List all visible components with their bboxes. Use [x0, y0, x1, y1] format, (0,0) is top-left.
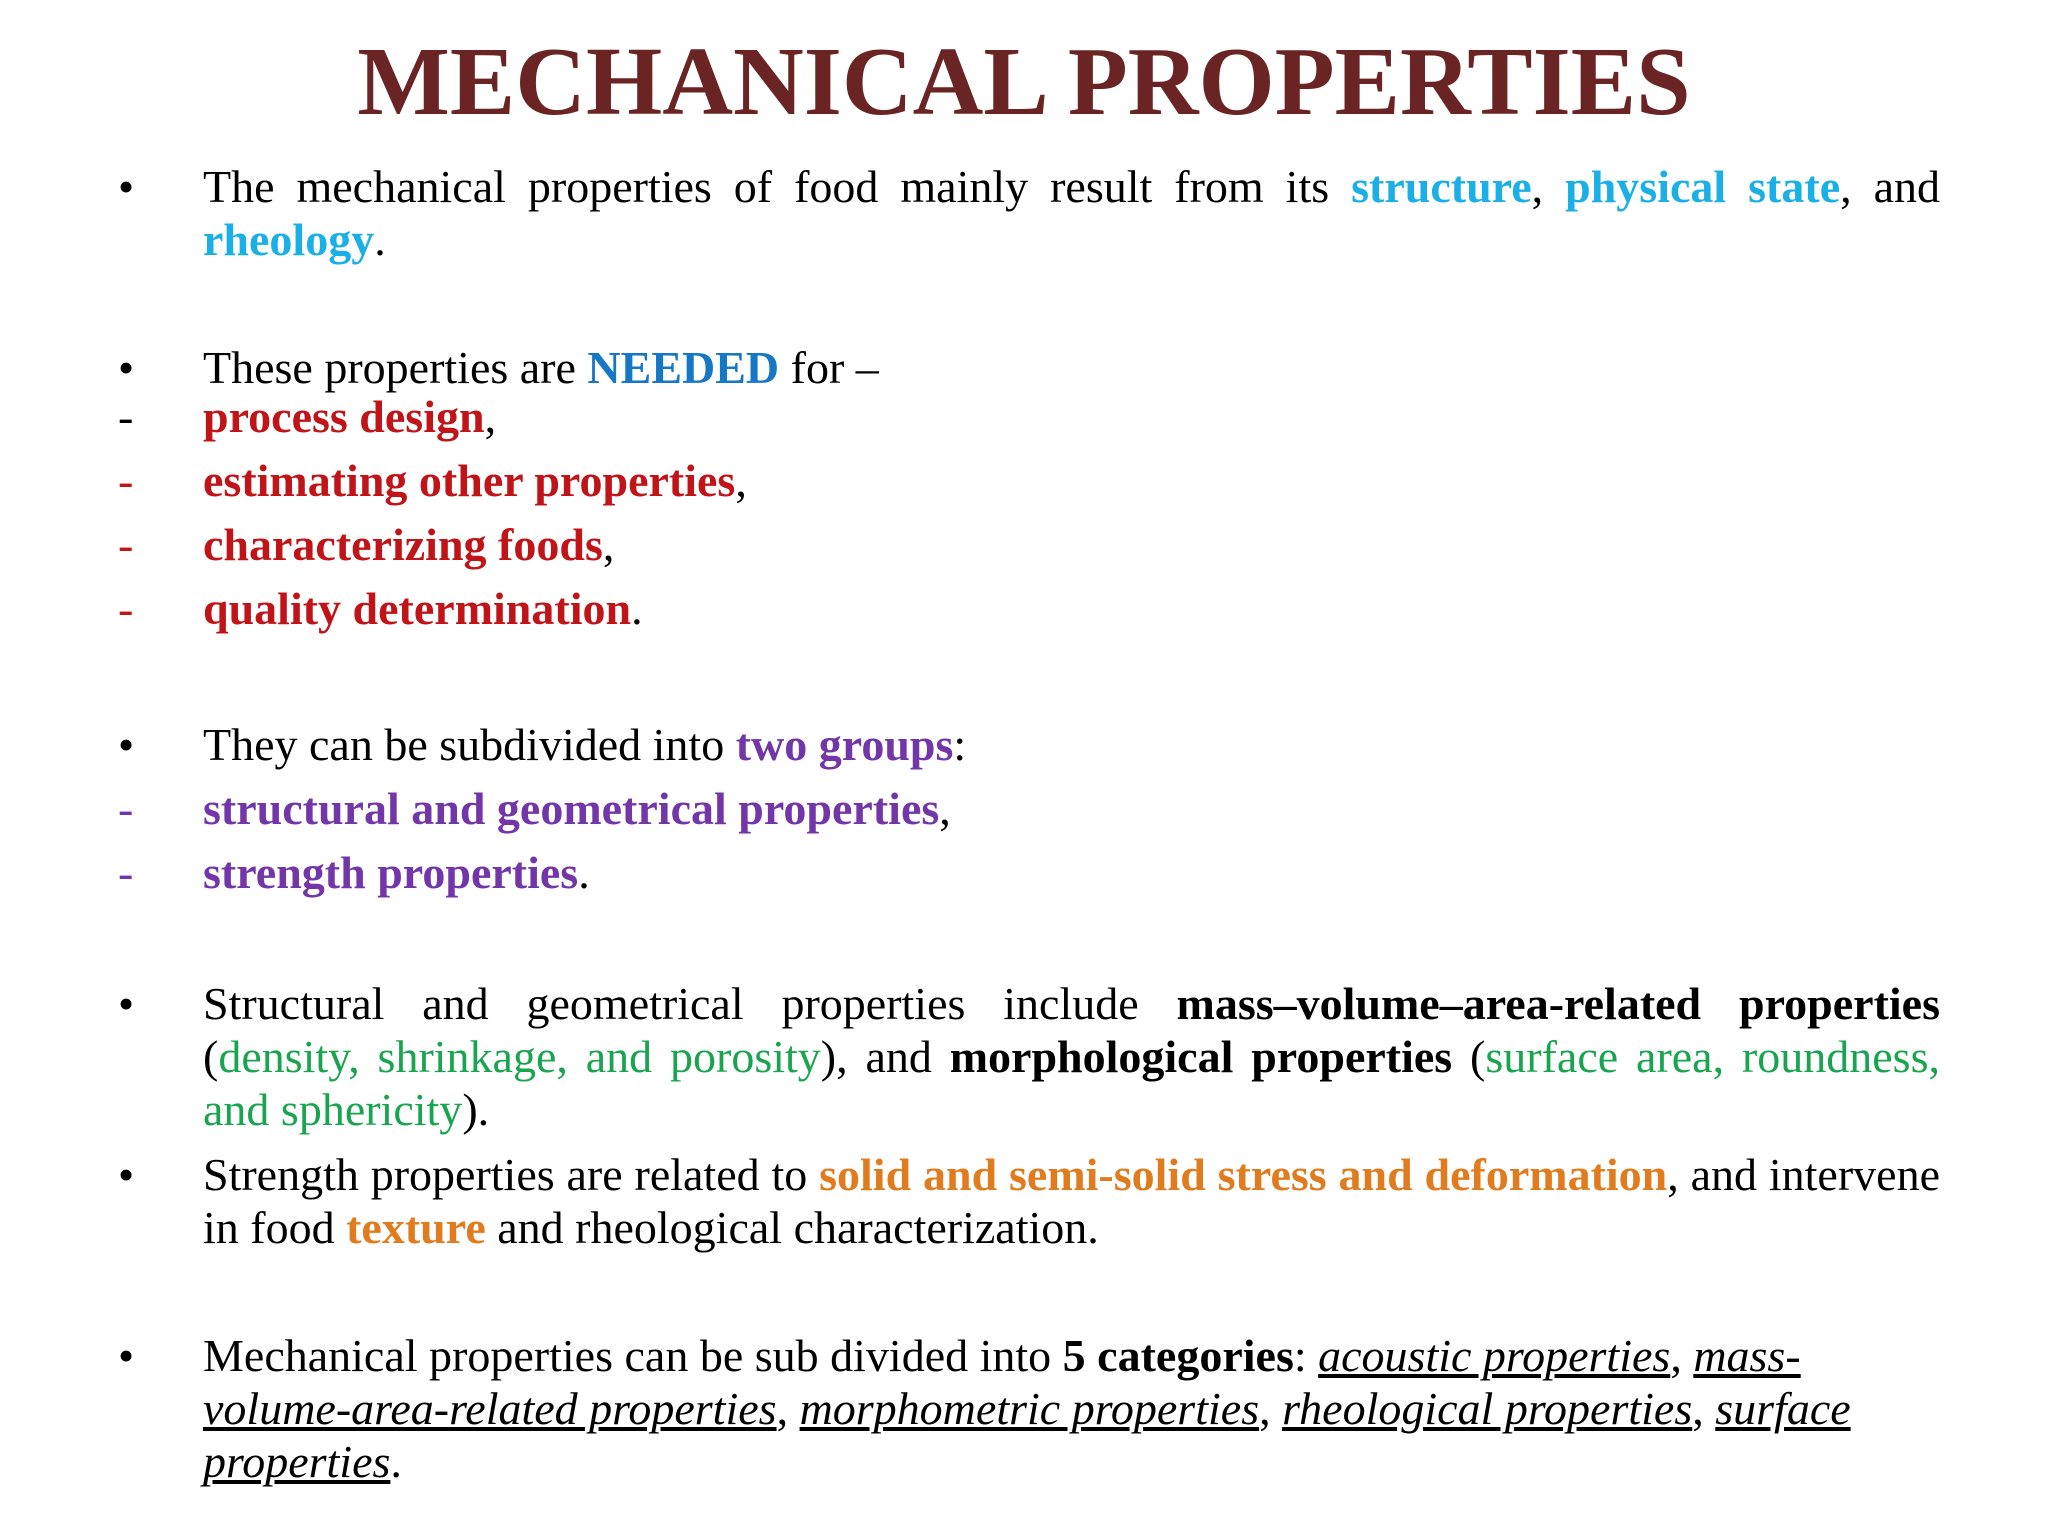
- keyword-stress-deformation: solid and semi-solid stress and deformation: [819, 1149, 1668, 1200]
- bullet-item-categories: [118, 1329, 1940, 1488]
- dash-item-process-design: - process design,: [118, 391, 497, 442]
- keyword-morphological: morphological properties: [949, 1031, 1453, 1082]
- bullet-marker: •: [118, 1149, 135, 1200]
- dash-marker: -: [118, 519, 134, 570]
- dash-item-strength: - strength properties.: [118, 847, 590, 898]
- bullet-item-composition: [118, 160, 1940, 266]
- bullet-item-strength: [118, 1148, 1940, 1254]
- bullet-text: Structural and geometrical properties include mass–volume–area-related properties (density, shrinkage, and porosity), and morphological properties (surface area, roundness, and sphericity).: [203, 978, 1940, 1135]
- need-item-label: process design: [203, 391, 485, 442]
- dash-marker: -: [118, 583, 134, 634]
- examples-surface-area: surface area, roundness, and sphericity: [203, 1031, 1940, 1135]
- keyword-rheology: rheology: [203, 214, 375, 265]
- dash-marker: -: [118, 847, 134, 898]
- category-mass-volume-area: mass-volume-area-related properties: [203, 1330, 1801, 1434]
- bullet-marker: •: [118, 1330, 135, 1381]
- bullet-marker: •: [118, 342, 135, 393]
- examples-density: density, shrinkage, and porosity: [218, 1031, 821, 1082]
- bullet-text: The mechanical properties of food mainly result from its structure, physical state, and rheology.: [203, 161, 1941, 265]
- keyword-texture: texture: [346, 1202, 486, 1253]
- dash-item-quality: - quality determination.: [118, 583, 643, 634]
- dash-item-structural: - structural and geometrical properties,: [118, 783, 951, 834]
- keyword-two-groups: two groups: [735, 719, 954, 770]
- bullet-marker: •: [118, 978, 135, 1029]
- keyword-structure: structure: [1351, 161, 1532, 212]
- dash-marker: -: [118, 455, 134, 506]
- need-item-label: estimating other properties: [203, 455, 736, 506]
- dash-item-estimating: - estimating other properties,: [118, 455, 747, 506]
- bullet-marker: •: [118, 719, 135, 770]
- group-item-label: strength properties: [203, 847, 579, 898]
- bullet-text: Strength properties are related to solid and semi-solid stress and deformation, and intervene in food texture and rheological characterization.: [203, 1149, 1941, 1253]
- keyword-5-categories: 5 categories: [1062, 1330, 1294, 1381]
- bullet-text: Mechanical properties can be sub divided into 5 categories: acoustic properties, mass-volume-area-related properties, morphometric properties, rheological properties, surface properties.: [203, 1330, 1851, 1487]
- category-surface: surface properties: [203, 1383, 1851, 1487]
- dash-item-characterizing: - characterizing foods,: [118, 519, 615, 570]
- need-item-label: quality determination: [203, 583, 632, 634]
- category-morphometric: morphometric properties: [799, 1383, 1260, 1434]
- bullet-text: They can be subdivided into two groups:: [203, 719, 967, 770]
- bullet-marker: •: [118, 161, 135, 212]
- dash-marker: -: [118, 391, 134, 442]
- slide-title: MECHANICAL PROPERTIES: [357, 28, 1691, 136]
- bullet-item-needed: [118, 341, 1940, 394]
- slide-body: [118, 160, 1940, 1488]
- bullet-item-structural-geometrical: [118, 977, 1940, 1136]
- category-acoustic: acoustic properties: [1318, 1330, 1671, 1381]
- bullet-text: These properties are NEEDED for –: [203, 342, 879, 393]
- keyword-mass-volume-area: mass–volume–area-related properties: [1176, 978, 1940, 1029]
- keyword-needed: NEEDED: [587, 342, 780, 393]
- keyword-physical-state: physical state: [1565, 161, 1841, 212]
- group-item-label: structural and geometrical properties: [203, 783, 940, 834]
- bullet-item-groups: [118, 718, 1940, 771]
- category-rheological: rheological properties: [1282, 1383, 1693, 1434]
- need-item-label: characterizing foods: [203, 519, 603, 570]
- dash-marker: -: [118, 783, 134, 834]
